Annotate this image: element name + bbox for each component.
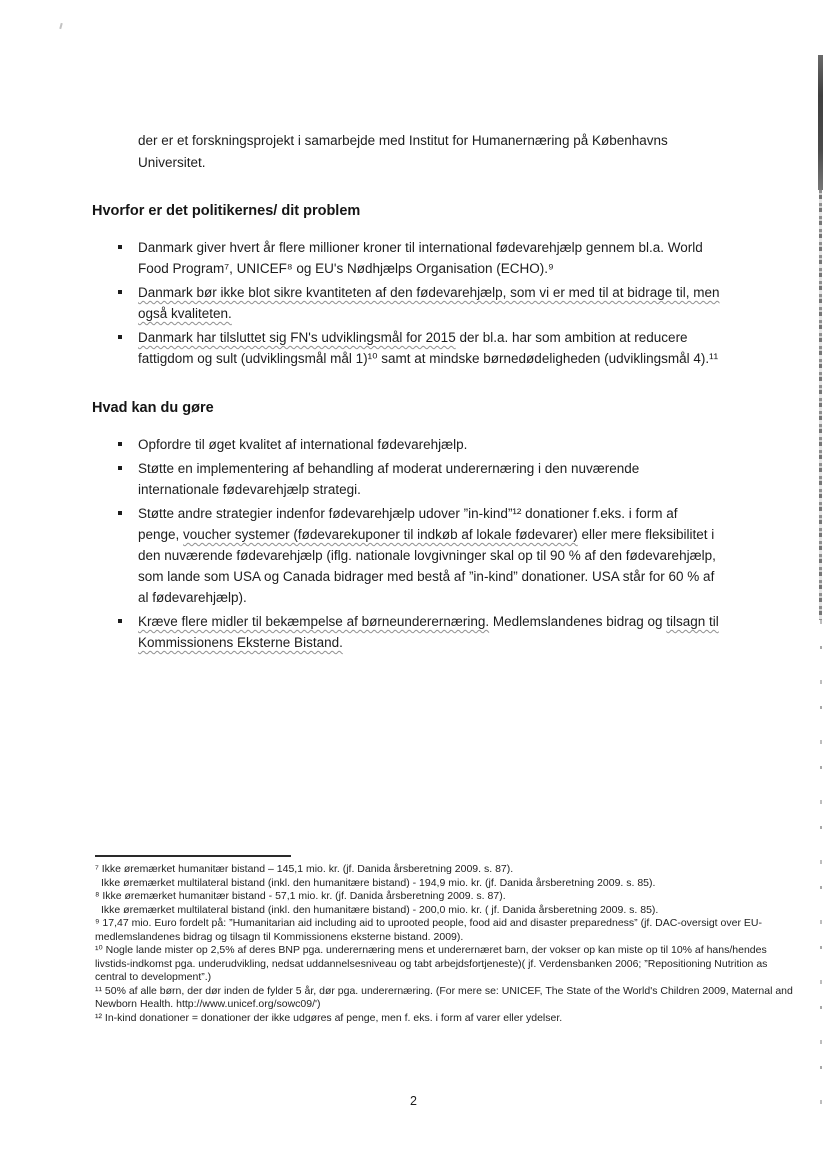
bullet-text-underlined: voucher systemer (fødevarekuponer til indkøb af lokale fødevarer) — [183, 527, 578, 542]
section-heading-actions: Hvad kan du gøre — [92, 400, 214, 416]
page-number: 2 — [410, 1094, 417, 1108]
footnote-item — [95, 863, 795, 890]
bullet-text-underlined: tilsagn til Kommissionens Eksterne Bistand. — [138, 614, 719, 650]
bullet-item — [92, 237, 720, 279]
document-page — [92, 130, 740, 656]
problem-bullet-list — [92, 237, 724, 369]
footnote-line: ⁷ Ikke øremærket humanitær bistand – 145,1 mio. kr. (jf. Danida årsberetning 2009. s. 87). — [95, 863, 514, 875]
bullet-text-underlined: Kræve flere midler til bekæmpelse af børneunderernæring. — [138, 614, 490, 629]
bullet-text: Støtte en implementering af behandling af moderat underernæring i den nuværende internationale fødevarehjælp strategi. — [138, 461, 640, 497]
bullet-text-underlined: Danmark bør ikke blot sikre kvantiteten af den fødevarehjælp, som vi er med til at bidrage til, men også kvaliteten. — [138, 285, 720, 321]
bullet-item — [92, 327, 720, 369]
footnote-item — [95, 890, 795, 917]
footnotes-section — [95, 855, 795, 1025]
footnote-line: ¹¹ 50% af alle børn, der dør inden de fylder 5 år, dør pga. underernæring. (For mere se: UNICEF, The State of the World's Children 2009, Maternal and Newborn Health. http://www.unicef.org/sowc09/') — [95, 984, 793, 1010]
footnote-line: ¹² In-kind donationer = donationer der ikke udgøres af penge, men f. eks. i form af varer eller ydelser. — [95, 1011, 563, 1024]
intro-paragraph: der er et forskningsprojekt i samarbejde med Institut for Humanernæring på Københavns Universitet. — [138, 133, 668, 170]
footnote-item — [95, 917, 795, 944]
bullet-item — [92, 458, 720, 500]
bullet-item — [92, 282, 720, 324]
actions-bullet-list — [92, 434, 724, 653]
bullet-text: Medlemslandenes bidrag og — [489, 614, 667, 629]
bullet-item — [92, 611, 720, 653]
bullet-item — [92, 434, 720, 455]
footnote-line: ¹⁰ Nogle lande mister op 2,5% af deres BNP pga. underernæring mens et underernæret barn, der vokser op kan miste op til 10% af hans/hendes livstids-indkomst pga. underudvikling, nedsat uddannelsesniveau og tabt arbejdsfortjeneste)( jf. Verdensbanken 2006; ”Repositioning Nutrition as central to development”.) — [95, 944, 768, 983]
bullet-item — [92, 503, 720, 608]
scan-artifact-speck — [59, 23, 62, 29]
section-heading-problem: Hvorfor er det politikernes/ dit problem — [92, 203, 361, 219]
scan-artifact-right-faint — [820, 620, 822, 1120]
bullet-text: der bl.a. har som ambition at reducere fattigdom og sult (udviklingsmål mål 1)¹⁰ samt at mindske børnedødeligheden (udviklingsmål 4).¹¹ — [138, 330, 719, 366]
bullet-text: Opfordre til øget kvalitet af international fødevarehjælp. — [138, 437, 468, 452]
scan-artifact-right-speckle — [819, 190, 822, 620]
bullet-text: Støtte andre strategier indenfor fødevarehjælp udover ”in-kind”¹² donationer f.eks. i form af penge, — [138, 506, 678, 542]
footnote-line: ⁹ 17,47 mio. Euro fordelt på: ”Humanitarian aid including aid to uprooted people, food aid and disaster preparedness” (jf. DAC-oversigt over EU-medlemslandenes bidrag og tilsagn til Kommissionens eksterne bistand. 2009). — [95, 917, 762, 943]
bullet-text: Danmark giver hvert år flere millioner kroner til international fødevarehjælp gennem bl.a. World Food Program⁷, UNICEF⁸ og EU's Nødhjælps Organisation (ECHO).⁹ — [138, 240, 703, 276]
bullet-text-underlined: Danmark har tilsluttet sig FN's udviklingsmål for 2015 — [138, 330, 456, 345]
footnote-item — [95, 985, 795, 1012]
footnote-line: Ikke øremærket multilateral bistand (inkl. den humanitære bistand) - 194,9 mio. kr. (jf. Danida årsberetning 2009. s. 85). — [101, 876, 656, 889]
bullet-text: eller mere fleksibilitet i den nuværende fødevarehjælp (iflg. nationale lovgivninger skal op til 90 % af den fødevarehjælp, som lande som USA og Canada bidrager med bestå af ”in-kind” donationer. USA står for 60 % af al fødevarehjælp). — [138, 527, 716, 605]
footnote-item — [95, 1012, 795, 1026]
footnote-line: Ikke øremærket multilateral bistand (inkl. den humanitære bistand) - 200,0 mio. kr. ( jf. Danida årsberetning 2009. s. 85). — [101, 903, 659, 916]
footnote-divider — [95, 855, 291, 857]
footnote-line: ⁸ Ikke øremærket humanitær bistand - 57,1 mio. kr. (jf. Danida årsberetning 2009. s. 87). — [95, 890, 506, 902]
scan-artifact-right-dark — [818, 55, 823, 190]
footnote-item — [95, 944, 795, 985]
